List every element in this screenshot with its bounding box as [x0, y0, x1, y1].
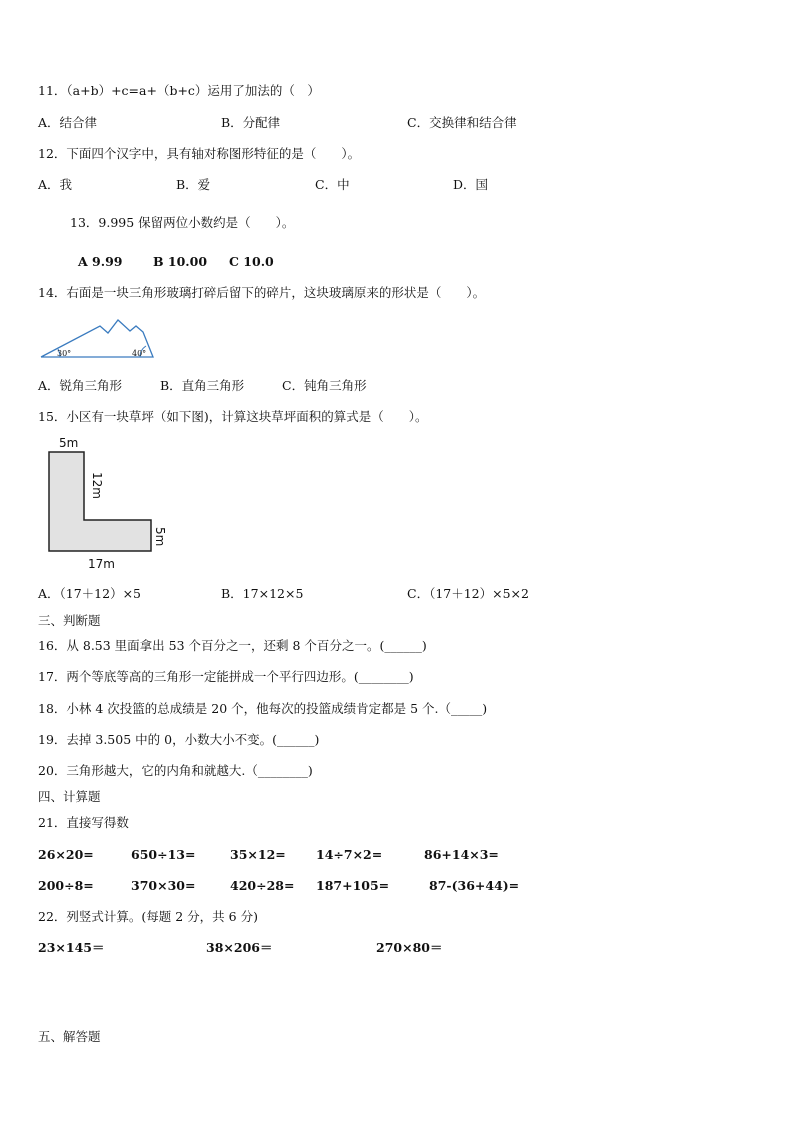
question-22-stem: 22．列竖式计算。(每题 2 分，共 6 分) — [38, 909, 258, 924]
question-13-option-b: B 10.00 — [153, 254, 208, 269]
question-14-option-c: C．钝角三角形 — [282, 378, 367, 393]
label-top-width: 5m — [59, 436, 79, 450]
lawn-l-shape — [49, 452, 151, 551]
angle-30-label: 30° — [57, 349, 72, 358]
question-21-stem: 21．直接写得数 — [38, 815, 129, 830]
question-15-option-c: C．（17＋12）×5×2 — [407, 586, 529, 601]
calc-item: 420÷28= — [230, 878, 295, 893]
question-19: 19．去掉 3.505 中的 0，小数大小不变。(______) — [38, 732, 320, 747]
calc-item: 187+105= — [316, 878, 390, 893]
calc-item: 86+14×3= — [424, 847, 499, 862]
calc-item: 370×30= — [131, 878, 196, 893]
question-13-option-a: A 9.99 — [78, 254, 123, 269]
question-18: 18．小林 4 次投篮的总成绩是 20 个，他每次的投篮成绩肯定都是 5 个.（_____) — [38, 701, 488, 716]
angle-40-label: 40° — [132, 349, 147, 358]
question-11-option-b: B．分配律 — [221, 115, 281, 130]
question-15-stem: 15．小区有一块草坪（如下图)，计算这块草坪面积的算式是（ ）。 — [38, 409, 428, 424]
question-12-option-c: C．中 — [315, 177, 350, 192]
label-bottom-length: 17m — [88, 557, 115, 571]
question-12-option-a: A．我 — [38, 177, 73, 192]
section-3-heading: 三、判断题 — [38, 613, 101, 628]
vertical-calc-item: 23×145＝ — [38, 940, 105, 955]
question-15-option-b: B．17×12×5 — [221, 586, 304, 601]
question-11-option-a: A．结合律 — [38, 115, 98, 130]
calc-item: 14÷7×2= — [316, 847, 383, 862]
calc-item: 26×20= — [38, 847, 94, 862]
question-11-stem: 11．（a+b）+c=a+（b+c）运用了加法的（ ） — [38, 83, 320, 98]
calc-item: 35×12= — [230, 847, 286, 862]
glass-fragment-figure — [38, 318, 158, 360]
question-11-option-c: C．交换律和结合律 — [407, 115, 517, 130]
question-14-option-a: A．锐角三角形 — [38, 378, 123, 393]
question-14-stem: 14．右面是一块三角形玻璃打碎后留下的碎片，这块玻璃原来的形状是（ ）。 — [38, 285, 486, 300]
vertical-calc-item: 270×80＝ — [376, 940, 443, 955]
question-12-option-b: B．爱 — [176, 177, 211, 192]
question-15-option-a: A．（17＋12）×5 — [38, 586, 142, 601]
section-5-heading: 五、解答题 — [38, 1029, 101, 1044]
question-20: 20．三角形越大，它的内角和就越大.（________) — [38, 763, 313, 778]
label-inner-height: 12m — [90, 472, 104, 499]
label-right-height: 5m — [153, 527, 167, 547]
section-4-heading: 四、计算题 — [38, 789, 101, 804]
question-13-stem: 13．9.995 保留两位小数约是（ ）。 — [70, 215, 295, 230]
calc-item: 650÷13= — [131, 847, 196, 862]
vertical-calc-item: 38×206＝ — [206, 940, 273, 955]
question-12-stem: 12．下面四个汉字中，具有轴对称图形特征的是（ ）。 — [38, 146, 361, 161]
calc-item: 87-(36+44)= — [429, 878, 520, 893]
question-17: 17．两个等底等高的三角形一定能拼成一个平行四边形。(________) — [38, 669, 414, 684]
question-14-option-b: B．直角三角形 — [160, 378, 245, 393]
question-13-option-c: C 10.0 — [229, 254, 274, 269]
calc-item: 200÷8= — [38, 878, 94, 893]
question-12-option-d: D．国 — [453, 177, 489, 192]
question-16: 16．从 8.53 里面拿出 53 个百分之一，还剩 8 个百分之一。(______) — [38, 638, 427, 653]
lawn-figure — [44, 434, 184, 574]
